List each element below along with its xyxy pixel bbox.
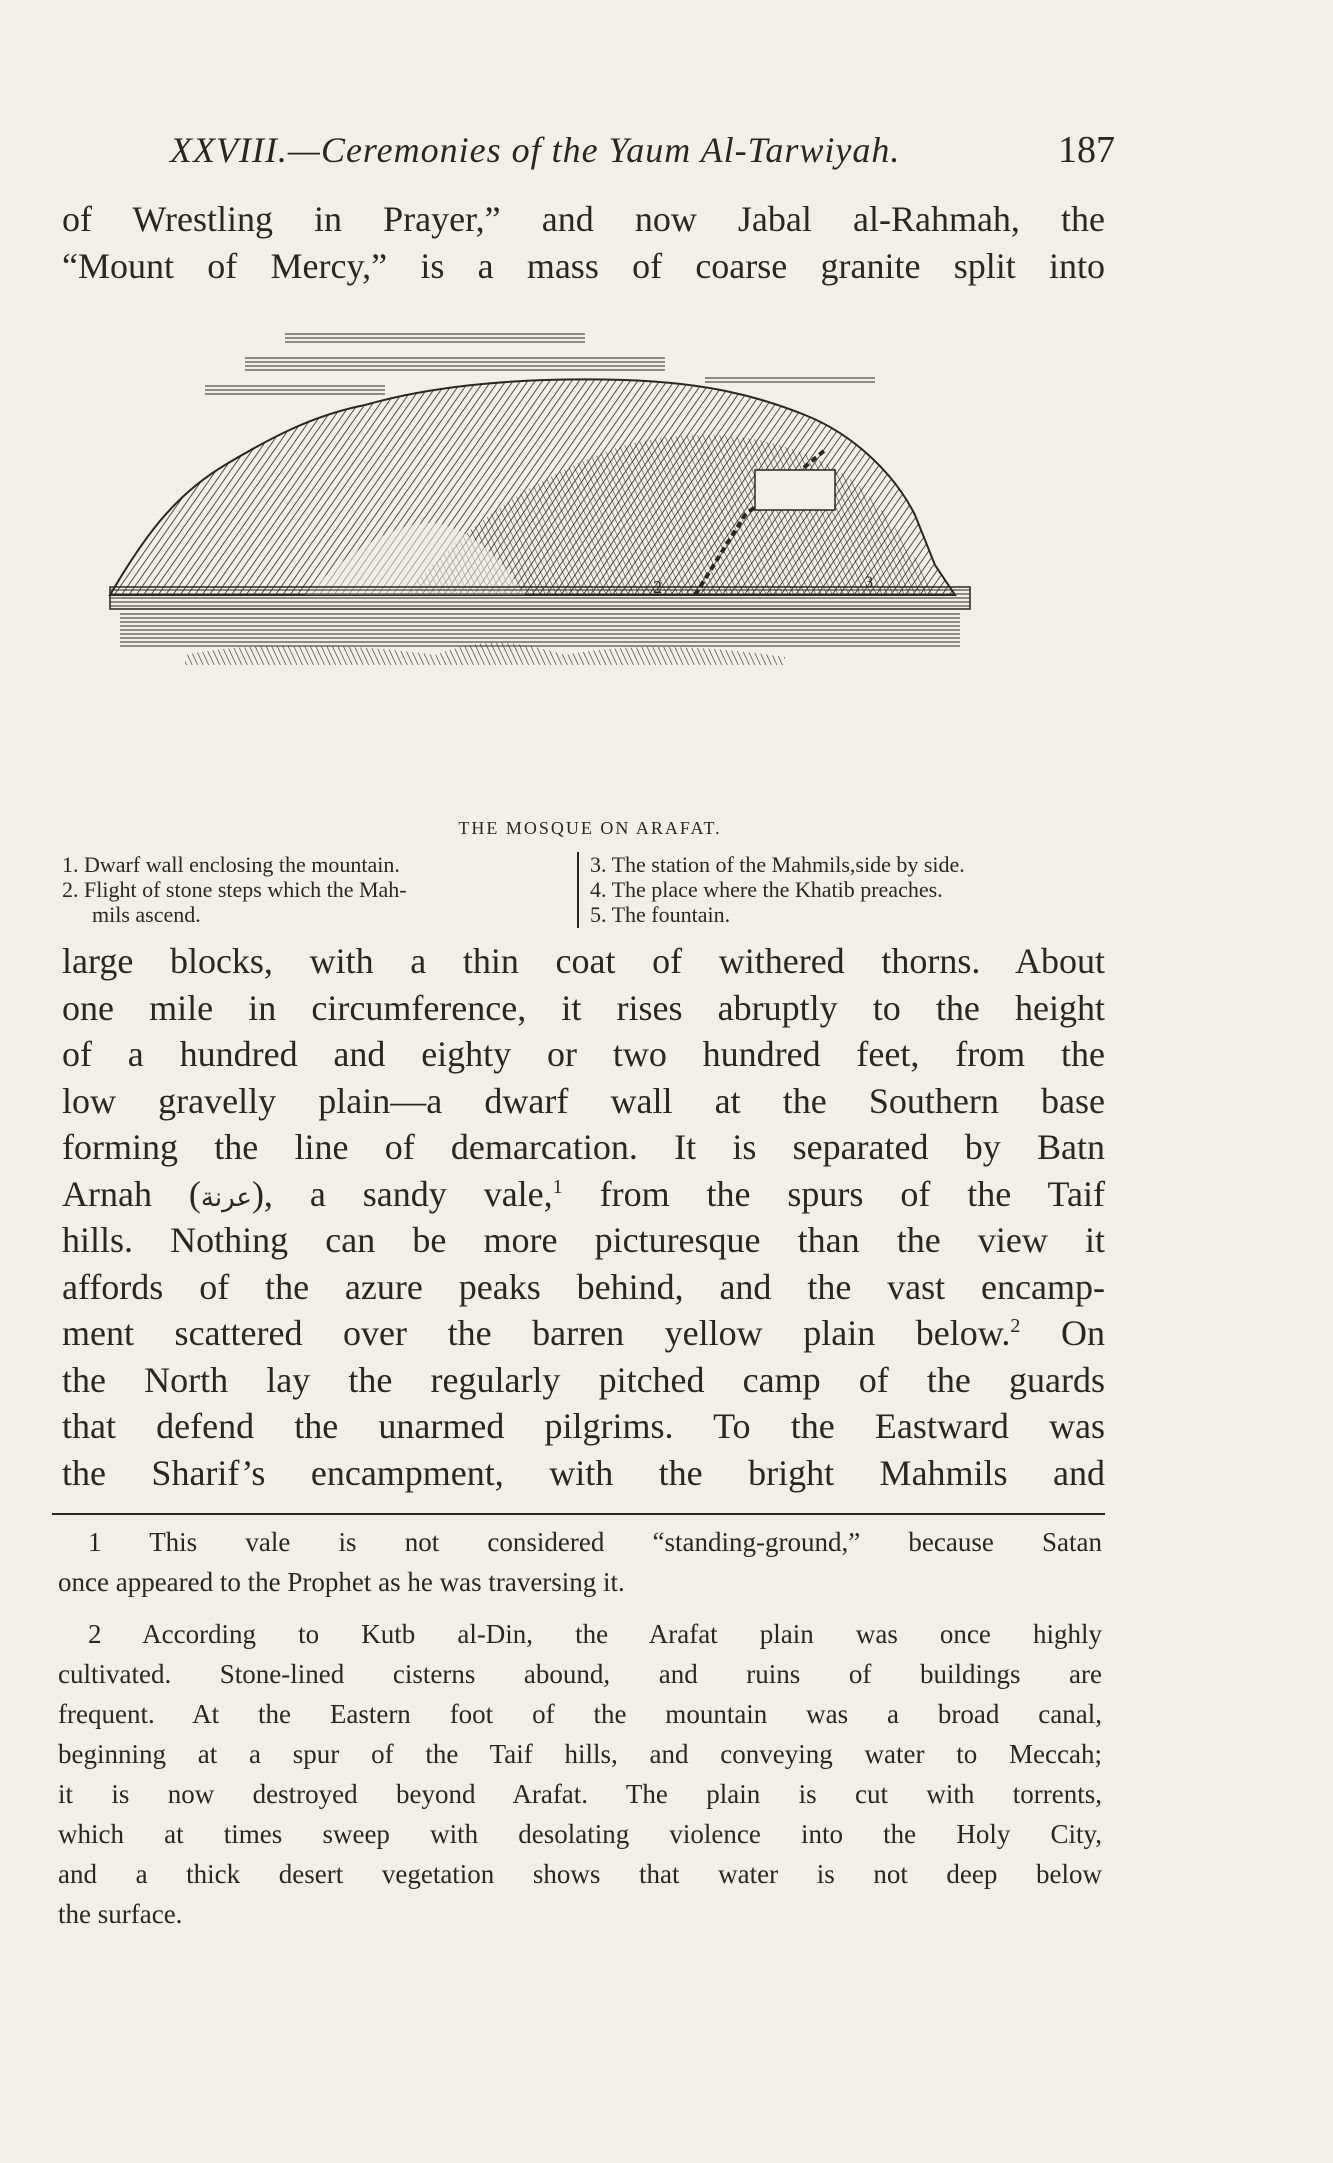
footnote-line: cultivated. Stone-lined cisterns abound, and ruins of buildings are — [58, 1659, 1102, 1689]
line-segment: ment scattered over the barren yellow plain below. — [62, 1313, 1011, 1353]
footnote-ref-2[interactable]: 2 — [1010, 1315, 1021, 1337]
legend-item-1: 1. Dwarf wall enclosing the mountain. — [62, 852, 400, 877]
text-line: of Wrestling in Prayer,” and now Jabal al-Rahmah, the — [62, 199, 1105, 239]
figure-marker-3: 3 — [865, 574, 873, 591]
body-paragraph — [62, 938, 1105, 1496]
text-line: the Sharif’s encampment, with the bright Mahmils and — [62, 1452, 1105, 1493]
footnote-line: frequent. At the Eastern foot of the mountain was a broad canal, — [58, 1699, 1102, 1729]
text-line: that defend the unarmed pilgrims. To the Eastward was — [62, 1406, 1105, 1446]
legend-right-column — [590, 852, 1120, 927]
figure-marker-2: 2 — [653, 577, 662, 597]
figure-caption: THE MOSQUE ON ARAFAT. — [458, 818, 722, 838]
line-segment: Arnah ( — [62, 1173, 201, 1214]
legend-item-5: 5. The fountain. — [590, 902, 731, 927]
legend-item-3: 3. The station of the Mahmils,side by side. — [590, 852, 965, 877]
text-line-arabic — [62, 1171, 1105, 1218]
legend-left-column — [62, 852, 572, 927]
mahmils-station — [755, 470, 835, 510]
text-line: of a hundred and eighty or two hundred feet, from the — [62, 1034, 1105, 1074]
running-head — [170, 128, 1115, 172]
text-line: forming the line of demarcation. It is separated by Batn — [62, 1127, 1105, 1167]
footnote-line: beginning at a spur of the Taif hills, and conveying water to Meccah; — [58, 1739, 1102, 1769]
text-line-ref — [62, 1310, 1105, 1357]
mosque-on-arafat-engraving — [105, 325, 1080, 800]
text-line: large blocks, with a thin coat of withered thorns. About — [62, 941, 1105, 981]
legend-item-4: 4. The place where the Khatib preaches. — [590, 877, 943, 902]
legend-item-2-continued: mils ascend. — [92, 902, 201, 927]
legend-divider — [577, 852, 579, 928]
footnote-line: the surface. — [58, 1899, 183, 1929]
footnote-line: which at times sweep with desolating violence into the Holy City, — [58, 1819, 1102, 1849]
footnote-line: it is now destroyed beyond Arafat. The plain is cut with torrents, — [58, 1779, 1102, 1809]
top-paragraph — [62, 196, 1105, 289]
footnote-2 — [58, 1614, 1102, 1934]
line-segment: from the spurs of the Taif — [562, 1173, 1105, 1214]
line-segment: ), a sandy vale, — [251, 1173, 553, 1214]
footnote-ref-1[interactable]: 1 — [552, 1175, 563, 1198]
text-line: hills. Nothing can be more picturesque than the view it — [62, 1220, 1105, 1260]
footnotes — [58, 1522, 1102, 1934]
text-line: the North lay the regularly pitched camp of the guards — [62, 1359, 1105, 1400]
footnote-rule — [52, 1513, 1105, 1515]
footnote-1 — [58, 1522, 1102, 1602]
text-line: “Mount of Mercy,” is a mass of coarse granite split into — [62, 245, 1105, 286]
footnote-line: once appeared to the Prophet as he was traversing it. — [58, 1567, 625, 1597]
arabic-word: عرنة — [200, 1182, 252, 1213]
plain-foreground — [120, 613, 960, 649]
dwarf-wall — [110, 587, 970, 609]
text-line: low gravelly plain—a dwarf wall at the Southern base — [62, 1080, 1105, 1121]
footnote-line: 1 This vale is not considered “standing-ground,” because Satan — [88, 1527, 1102, 1557]
footnote-line: and a thick desert vegetation shows that water is not deep below — [58, 1859, 1102, 1889]
page-number: 187 — [1058, 129, 1115, 171]
legend-item-2: 2. Flight of stone steps which the Mah- — [62, 877, 407, 902]
line-segment: On — [1020, 1313, 1105, 1353]
footnote-line: 2 According to Kutb al-Din, the Arafat plain was once highly — [88, 1619, 1102, 1649]
text-line: affords of the azure peaks behind, and the vast encamp- — [62, 1266, 1105, 1307]
chapter-title: XXVIII.—Ceremonies of the Yaum Al-Tarwiyah. — [170, 130, 901, 170]
text-line: one mile in circumference, it rises abruptly to the height — [62, 987, 1105, 1028]
